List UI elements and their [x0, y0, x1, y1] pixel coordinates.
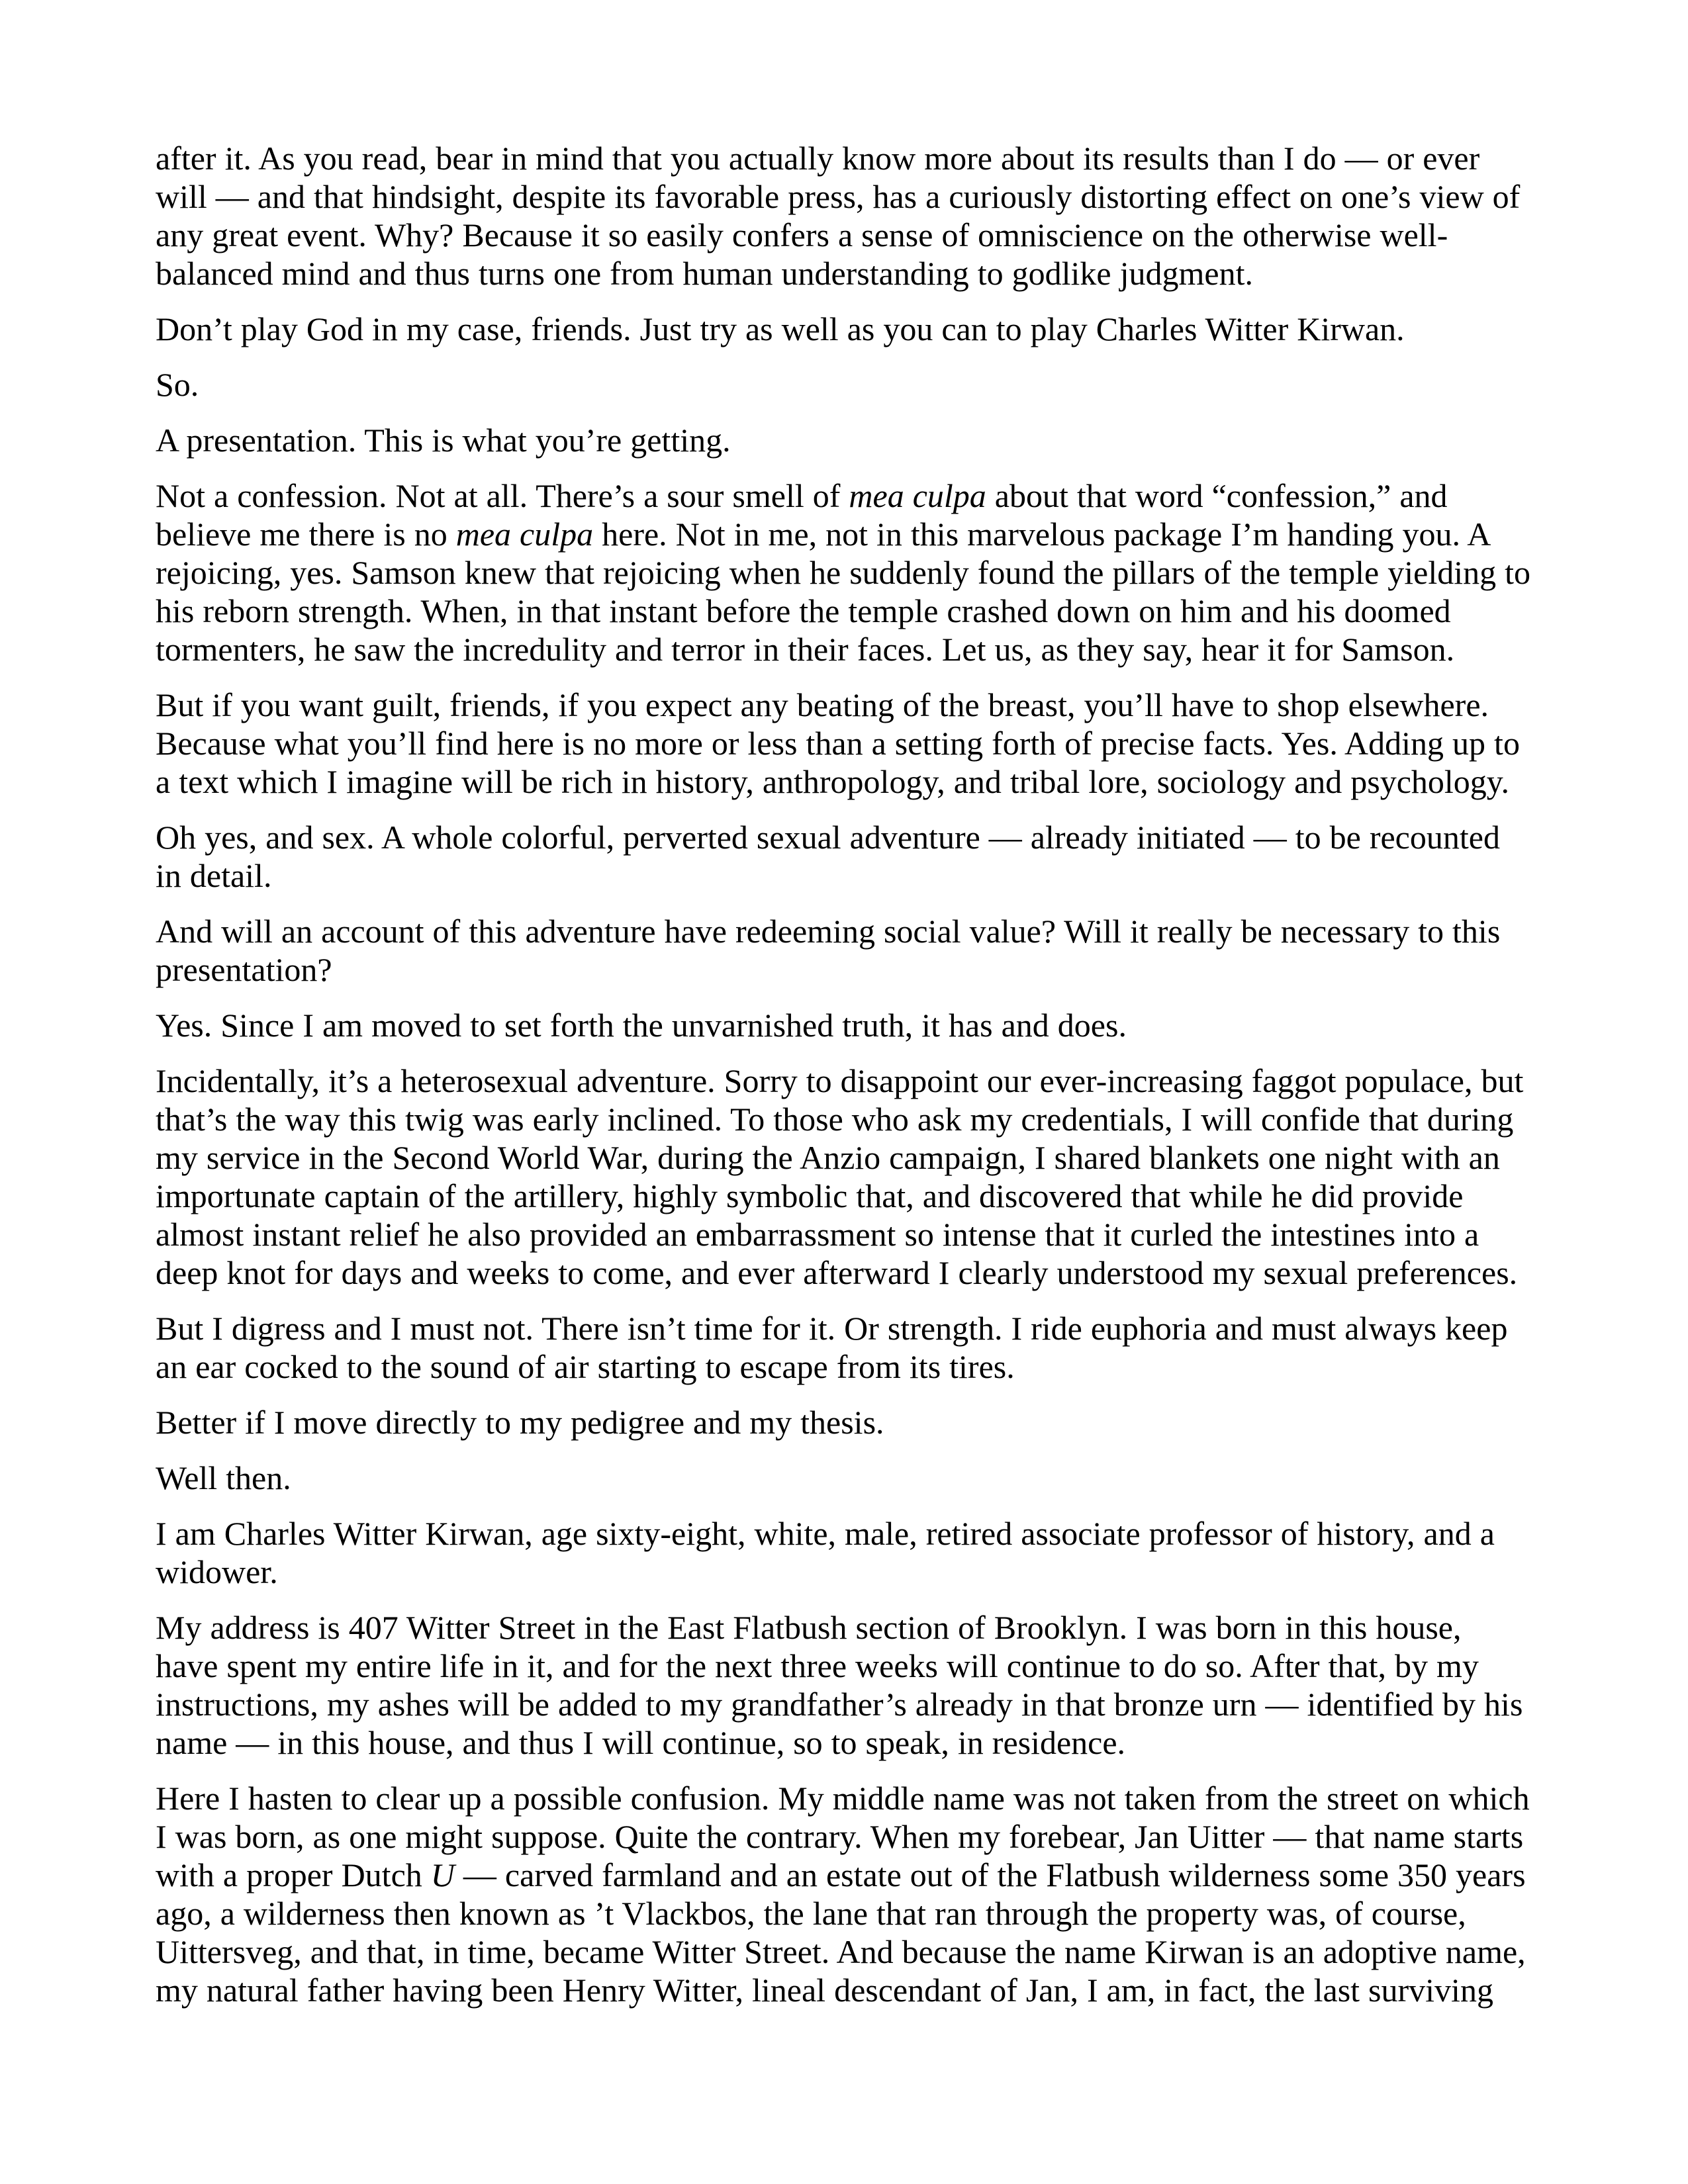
text-run: So. — [156, 366, 199, 403]
text-run: here. Not in me, not in this marvelous package I’m handing you. A rejoicing, yes. Samson knew that rejoicing when he suddenly found the pillars of the temple yielding to his reborn strength. When, in that instant before the temple crashed down on him and his doomed tormenters, he saw the incredulity and terror in their faces. Let us, as they say, hear it for Samson. — [156, 516, 1530, 668]
text-run: Oh yes, and sex. A whole colorful, perverted sexual adventure — already initiated — to be recounted in detail. — [156, 819, 1500, 894]
text-run: And will an account of this adventure have redeeming social value? Will it really be necessary to this presentation? — [156, 913, 1501, 988]
paragraph — [156, 686, 1531, 801]
paragraph — [156, 477, 1531, 668]
italic-text-run: U — [430, 1856, 455, 1893]
italic-text-run: mea culpa — [455, 516, 594, 553]
paragraph — [156, 912, 1531, 989]
paragraph — [156, 365, 1531, 404]
paragraph — [156, 1514, 1531, 1591]
paragraph — [156, 1459, 1531, 1497]
paragraph — [156, 1062, 1531, 1292]
text-run: after it. As you read, bear in mind that you actually know more about its results than I do — or ever will — and that hindsight, despite its favorable press, has a curiously distorting effect on one’s view of any great event. Why? Because it so easily confers a sense of omniscience on the otherwise well-balanced mind and thus turns one from human understanding to godlike judgment. — [156, 140, 1521, 292]
paragraph — [156, 310, 1531, 348]
italic-text-run: mea culpa — [849, 477, 986, 514]
paragraph — [156, 1608, 1531, 1762]
text-run: A presentation. This is what you’re getting. — [156, 422, 731, 459]
text-run: Better if I move directly to my pedigree and my thesis. — [156, 1404, 884, 1441]
text-run: But I digress and I must not. There isn’t time for it. Or strength. I ride euphoria and must always keep an ear cocked to the sound of air starting to escape from its tires. — [156, 1310, 1508, 1385]
paragraph — [156, 1309, 1531, 1386]
text-run: But if you want guilt, friends, if you expect any beating of the breast, you’ll have to shop elsewhere. Because what you’ll find here is no more or less than a setting forth of precise facts. Yes. Adding up to a text which I imagine will be rich in history, anthropology, and tribal lore, sociology and psychology. — [156, 686, 1520, 800]
paragraph — [156, 421, 1531, 459]
paragraph — [156, 139, 1531, 293]
text-run: Incidentally, it’s a heterosexual adventure. Sorry to disappoint our ever-increasing faggot populace, but that’s the way this twig was early inclined. To those who ask my credentials, I will confide that during my service in the Second World War, during the Anzio campaign, I shared blankets one night with an importunate captain of the artillery, highly symbolic that, and discovered that while he did provide almost instant relief he also provided an embarrassment so intense that it curled the intestines into a deep knot for days and weeks to come, and ever afterward I clearly understood my sexual preferences. — [156, 1062, 1524, 1291]
text-run: about that word “confession,” and believe me there is no — [156, 477, 1448, 553]
text-run: Not a confession. Not at all. There’s a sour smell of — [156, 477, 849, 514]
paragraph — [156, 1006, 1531, 1044]
text-run: Well then. — [156, 1459, 291, 1496]
text-run: Here I hasten to clear up a possible confusion. My middle name was not taken from the street on which I was born, as one might suppose. Quite the contrary. When my forebear, Jan Uitter — that name starts with a proper Dutch — [156, 1780, 1530, 1893]
text-run: — carved farmland and an estate out of the Flatbush wilderness some 350 years ago, a wilderness then known as ’t Vlackbos, the lane that ran through the property was, of course, Uittersveg, and that, in time, became Witter Street. And because the name Kirwan is an adoptive name, my natural father having been Henry Witter, lineal descendant of Jan, I am, in fact, the last surviving — [156, 1856, 1526, 2009]
text-run: My address is 407 Witter Street in the East Flatbush section of Brooklyn. I was born in this house, have spent my entire life in it, and for the next three weeks will continue to do so. After that, by my instructions, my ashes will be added to my grandfather’s already in that bronze urn — identified by his name — in this house, and thus I will continue, so to speak, in residence. — [156, 1609, 1523, 1761]
text-run: I am Charles Witter Kirwan, age sixty-eight, white, male, retired associate professor of history, and a widower. — [156, 1515, 1495, 1590]
paragraph — [156, 1403, 1531, 1441]
paragraph — [156, 1779, 1531, 2009]
text-run: Yes. Since I am moved to set forth the unvarnished truth, it has and does. — [156, 1007, 1127, 1044]
paragraph — [156, 818, 1531, 895]
text-run: Don’t play God in my case, friends. Just try as well as you can to play Charles Witter Kirwan. — [156, 310, 1405, 347]
